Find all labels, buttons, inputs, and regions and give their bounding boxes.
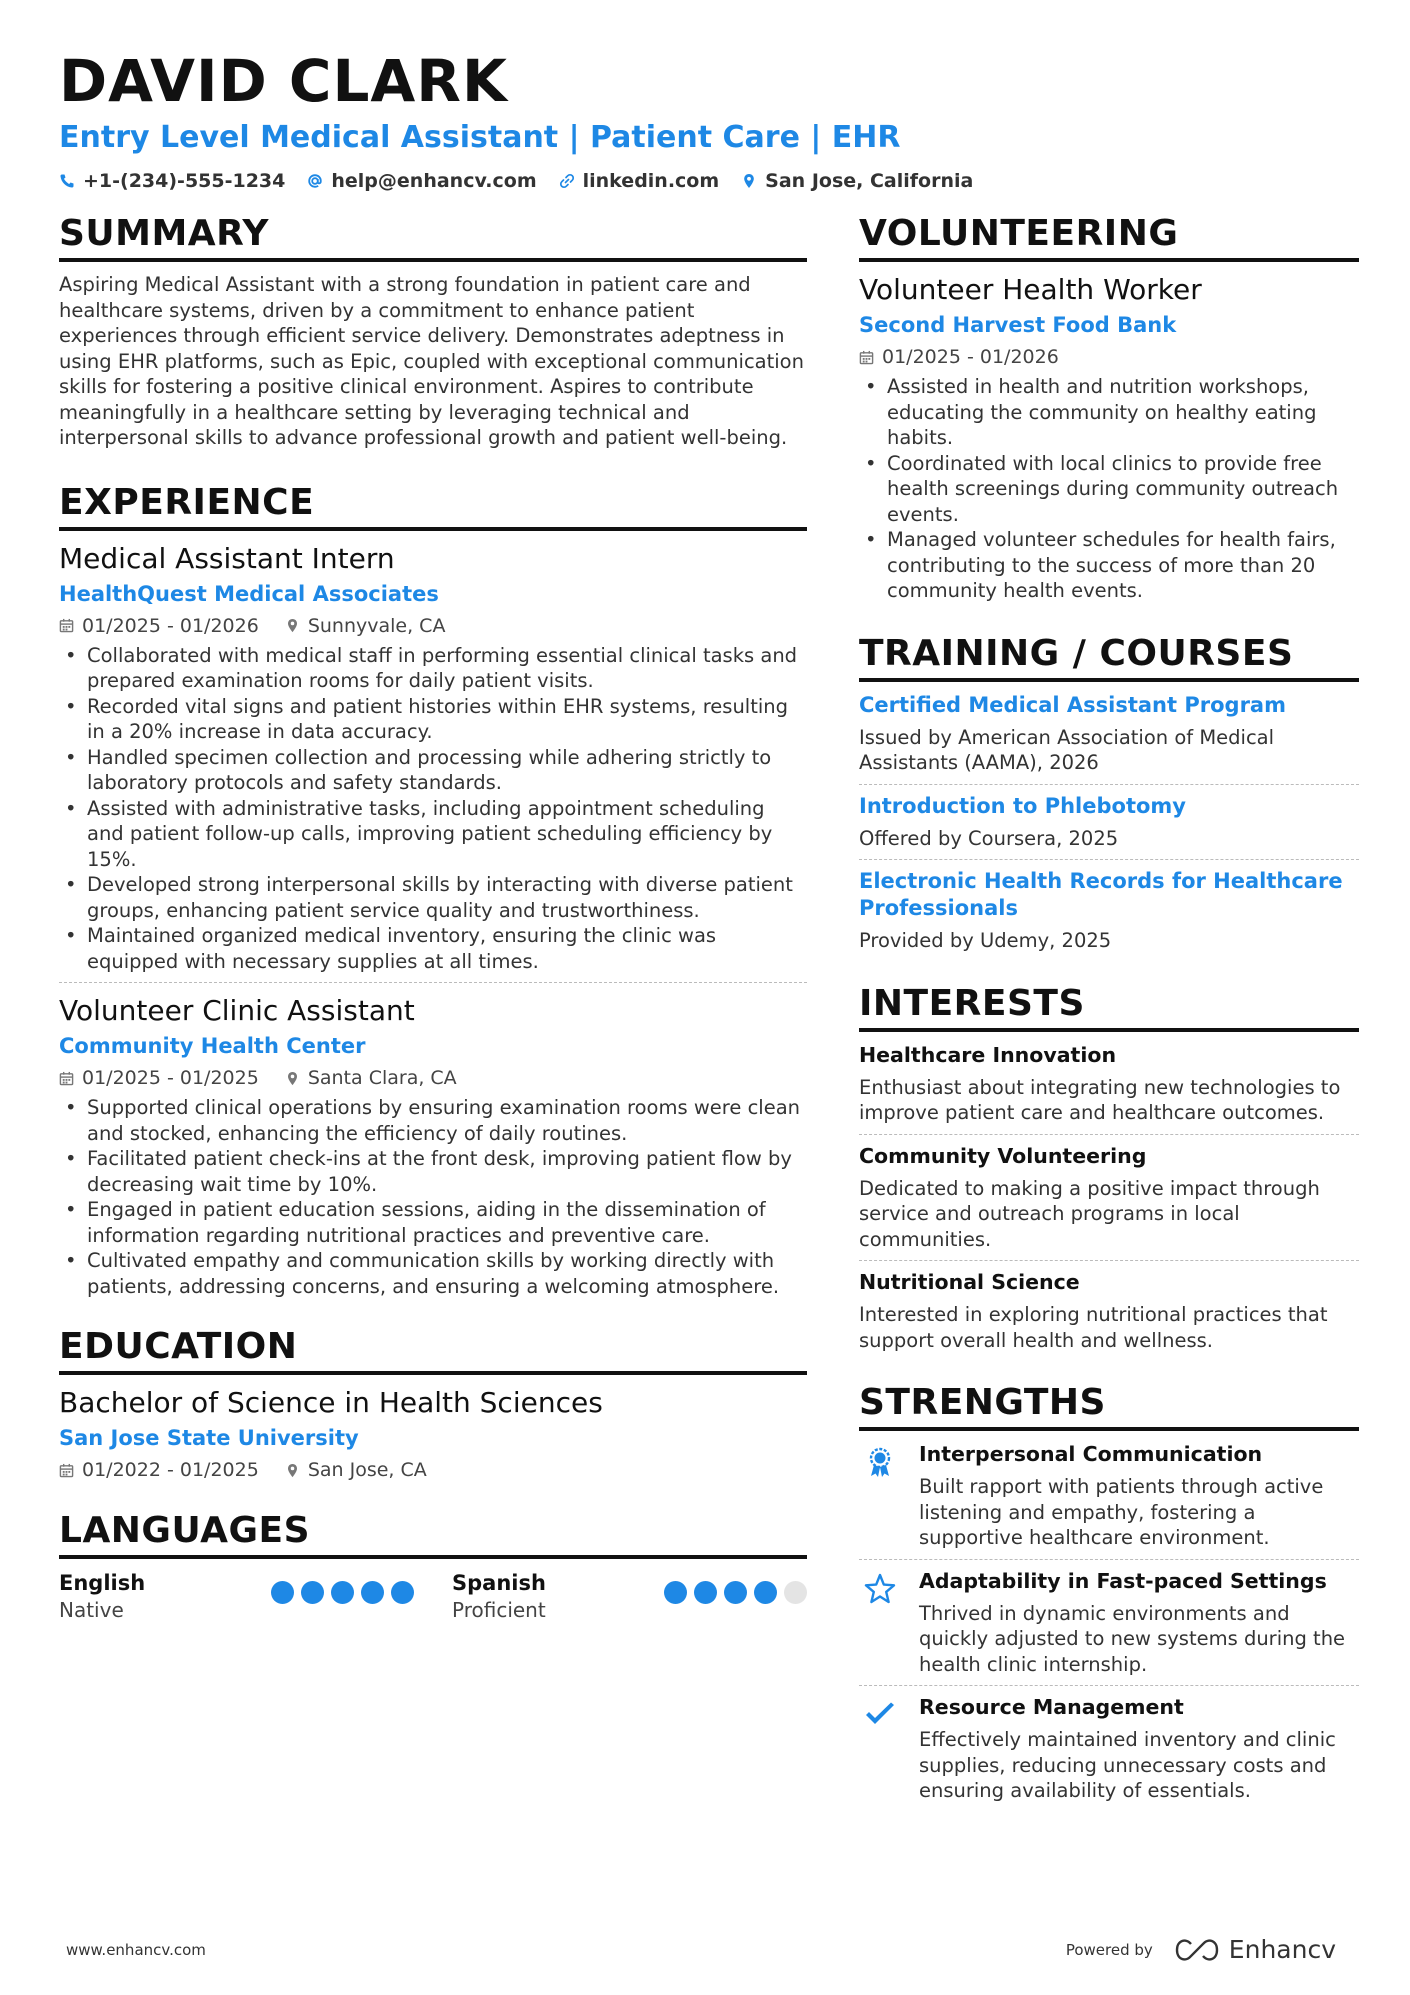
bullet-item: • Assisted in health and nutrition workshops, educating the community on healthy eating habits.: [859, 374, 1359, 451]
interest-item: [859, 1269, 1359, 1353]
summary-section: [59, 212, 807, 451]
course-title: Electronic Health Records for Healthcare Professionals: [859, 869, 1343, 920]
strength-divider: [859, 1685, 1359, 1686]
location-pin-icon: [285, 1071, 300, 1086]
volunteering-role: Volunteer Health Worker: [859, 273, 1202, 306]
enhancv-brand-name: Enhancv: [1228, 1935, 1336, 1964]
experience-dates-text: 01/2025 - 01/2026: [82, 614, 259, 637]
candidate-name: DAVID CLARK: [59, 47, 508, 115]
volunteering-section: [859, 212, 1359, 604]
experience-heading: EXPERIENCE: [59, 481, 807, 531]
course-description: Issued by American Association of Medical Assistants (AAMA), 2026: [859, 725, 1275, 774]
strengths-section: [859, 1381, 1359, 1804]
course-description: Offered by Coursera, 2025: [859, 826, 1119, 850]
award-ribbon-icon: [863, 1445, 897, 1479]
interest-title: Nutritional Science: [859, 1270, 1080, 1294]
interest-description: Dedicated to making a positive impact through service and outreach programs in local communities.: [859, 1176, 1320, 1251]
strength-item: [859, 1694, 1359, 1804]
course-divider: [859, 859, 1359, 860]
interest-item: [859, 1143, 1359, 1253]
experience-role: Volunteer Clinic Assistant: [59, 994, 415, 1027]
star-icon: [863, 1572, 897, 1606]
strength-description: Thrived in dynamic environments and quickly adjusted to new systems during the health clinic internship.: [919, 1601, 1346, 1676]
experience-company: HealthQuest Medical Associates: [59, 581, 439, 606]
bullet-item: • Handled specimen collection and processing while adhering strictly to laboratory protocols and safety standards.: [59, 745, 807, 796]
contact-phone[interactable]: [59, 170, 285, 192]
education-school: San Jose State University: [59, 1426, 359, 1450]
bullet-item: • Facilitated patient check-ins at the front desk, improving patient flow by decreasing wait time by 10%.: [59, 1146, 807, 1197]
education-dates: [59, 1457, 259, 1483]
powered-by-label: Powered by: [1065, 1940, 1153, 1959]
resume-header: [59, 46, 1359, 192]
bullet-item: • Developed strong interpersonal skills by interacting with diverse patient groups, enhancing patient service quality and trustworthiness.: [59, 872, 807, 923]
course-description: Provided by Udemy, 2025: [859, 929, 1112, 952]
volunteering-heading: VOLUNTEERING: [859, 212, 1359, 262]
experience-meta: [59, 613, 807, 639]
contact-bar: [59, 170, 1359, 192]
interest-item: [859, 1042, 1359, 1126]
strengths-heading: STRENGTHS: [859, 1381, 1359, 1431]
course-item: [859, 868, 1359, 954]
training-heading: TRAINING / COURSES: [859, 632, 1359, 682]
strength-title: Adaptability in Fast-paced Settings: [919, 1568, 1327, 1593]
bullet-item: • Engaged in patient education sessions, aiding in the dissemination of information regarding nutritional practices and preventive care.: [59, 1197, 807, 1248]
language-item: [59, 1569, 414, 1623]
strength-title: Interpersonal Communication: [919, 1442, 1263, 1466]
interest-title: Community Volunteering: [859, 1143, 1147, 1168]
language-name: Spanish: [452, 1571, 546, 1595]
rating-dot-filled: [331, 1581, 354, 1604]
candidate-title: Entry Level Medical Assistant | Patient Care | EHR: [59, 120, 901, 155]
interest-divider: [859, 1134, 1359, 1135]
experience-dates: [59, 1065, 259, 1091]
rating-dot-filled: [301, 1581, 324, 1604]
experience-meta: [59, 1065, 807, 1091]
experience-dates: [59, 613, 259, 639]
rating-dot-filled: [754, 1581, 777, 1604]
rating-dot-filled: [361, 1581, 384, 1604]
languages-list: [59, 1569, 807, 1623]
training-section: [859, 632, 1359, 954]
contact-linkedin[interactable]: [559, 170, 720, 192]
interest-description: Interested in exploring nutritional practices that support overall health and wellness.: [859, 1303, 1328, 1352]
location-pin-icon: [285, 1463, 300, 1478]
interest-description: Enthusiast about integrating new technologies to improve patient care and healthcare outcomes.: [859, 1075, 1341, 1124]
education-heading: EDUCATION: [59, 1325, 807, 1375]
education-location-text: San Jose, CA: [307, 1459, 427, 1481]
link-icon: [559, 173, 575, 189]
experience-dates-text: 01/2025 - 01/2025: [82, 1067, 259, 1089]
bullet-item: • Recorded vital signs and patient histories within EHR systems, resulting in a 20% increase in data accuracy.: [59, 694, 807, 745]
interests-section: [859, 982, 1359, 1354]
language-name: English: [59, 1571, 146, 1595]
bullet-item: • Assisted with administrative tasks, including appointment scheduling and patient follow-up calls, improving patient scheduling efficiency by 15%.: [59, 796, 807, 873]
experience-entry: [59, 541, 807, 975]
experience-location-text: Santa Clara, CA: [307, 1067, 457, 1089]
bullet-item: • Maintained organized medical inventory, ensuring the clinic was equipped with necessary supplies at all times.: [59, 923, 807, 974]
rating-dot-filled: [664, 1581, 687, 1604]
calendar-icon: [59, 1071, 74, 1086]
languages-section: [59, 1509, 807, 1623]
at-sign-icon: [307, 173, 323, 189]
enhancv-logo-icon: [1175, 1938, 1219, 1962]
course-title: Introduction to Phlebotomy: [859, 793, 1186, 818]
interest-title: Healthcare Innovation: [859, 1042, 1117, 1067]
strength-item: [859, 1568, 1359, 1678]
bullet-item: • Collaborated with medical staff in performing essential clinical tasks and prepared examination rooms for daily patient visits.: [59, 643, 807, 694]
page-footer: [66, 1935, 1336, 1964]
volunteering-dates: [859, 344, 1059, 370]
strength-title: Resource Management: [919, 1695, 1184, 1719]
bullet-item: • Managed volunteer schedules for health fairs, contributing to the success of more than 20 community health events.: [859, 527, 1359, 604]
summary-text: Aspiring Medical Assistant with a strong foundation in patient care and healthcare systems, driven by a commitment to enhance patient experiences through efficient service delivery. Demonstrates adeptness in using EHR platforms, such as Epic, coupled with exceptional communication skills for fostering a positive clinical environment. Aspires to contribute meaningfully in a healthcare setting by leveraging technical and interpersonal skills to advance professional growth and patient well-being.: [59, 273, 804, 449]
contact-email-text: help@enhancv.com: [331, 170, 537, 192]
contact-email[interactable]: [307, 170, 536, 192]
experience-entry: [59, 993, 807, 1299]
language-level: Native: [59, 1598, 124, 1622]
strength-divider: [859, 1559, 1359, 1560]
rating-dot-filled: [724, 1581, 747, 1604]
interests-heading: INTERESTS: [859, 982, 1359, 1032]
volunteering-dates-text: 01/2025 - 01/2026: [882, 346, 1059, 368]
language-rating: [271, 1581, 414, 1604]
experience-location-text: Sunnyvale, CA: [307, 614, 446, 637]
footer-website[interactable]: www.enhancv.com: [66, 1940, 206, 1959]
location-pin-icon: [285, 618, 300, 633]
volunteering-org: Second Harvest Food Bank: [859, 313, 1177, 337]
volunteering-meta: [859, 344, 1359, 370]
strength-description: Built rapport with patients through active listening and empathy, fostering a supportive healthcare environment.: [919, 1475, 1324, 1549]
strength-item: [859, 1441, 1359, 1551]
left-column: [59, 212, 807, 1653]
contact-location-text: San Jose, California: [765, 170, 974, 192]
calendar-icon: [59, 618, 74, 633]
experience-location: [285, 1065, 457, 1091]
rating-dot-filled: [694, 1581, 717, 1604]
education-degree: Bachelor of Science in Health Sciences: [59, 1386, 603, 1419]
calendar-icon: [59, 1463, 74, 1478]
bullet-item: • Coordinated with local clinics to provide free health screenings during community outreach events.: [859, 451, 1359, 528]
entry-divider: [59, 982, 807, 983]
rating-dot-filled: [271, 1581, 294, 1604]
contact-phone-text: +1-(234)-555-1234: [83, 170, 286, 192]
language-level: Proficient: [452, 1598, 546, 1622]
course-item: [859, 793, 1359, 852]
course-title: Certified Medical Assistant Program: [859, 692, 1286, 717]
experience-section: [59, 481, 807, 1300]
rating-dot-filled: [391, 1581, 414, 1604]
summary-heading: SUMMARY: [59, 212, 807, 262]
volunteering-bullets: [859, 374, 1359, 604]
contact-linkedin-text: linkedin.com: [582, 170, 720, 192]
language-item: [452, 1569, 807, 1623]
experience-role: Medical Assistant Intern: [59, 541, 395, 575]
language-rating: [664, 1581, 807, 1604]
phone-icon: [59, 173, 75, 189]
experience-location: [285, 613, 446, 639]
footer-brand: [1066, 1935, 1336, 1964]
contact-location: [741, 170, 973, 192]
experience-company: Community Health Center: [59, 1034, 366, 1058]
right-column: [859, 212, 1359, 1834]
calendar-icon: [859, 350, 874, 365]
bullet-item: • Supported clinical operations by ensuring examination rooms were clean and stocked, enhancing the efficiency of daily routines.: [59, 1095, 807, 1146]
education-meta: [59, 1457, 807, 1483]
course-item: [859, 692, 1359, 776]
enhancv-logo[interactable]: [1175, 1935, 1336, 1964]
languages-heading: LANGUAGES: [59, 1509, 807, 1559]
education-dates-text: 01/2022 - 01/2025: [82, 1459, 259, 1481]
education-location: [285, 1457, 427, 1483]
bullet-item: • Cultivated empathy and communication skills by working directly with patients, addressing concerns, and ensuring a welcoming atmosphere.: [59, 1248, 807, 1299]
location-pin-icon: [741, 173, 757, 189]
strength-description: Effectively maintained inventory and clinic supplies, reducing unnecessary costs and ensuring availability of essentials.: [919, 1728, 1336, 1802]
experience-bullets: [59, 1095, 807, 1299]
education-section: [59, 1325, 807, 1483]
checkmark-icon: [863, 1698, 897, 1732]
interest-divider: [859, 1260, 1359, 1261]
experience-bullets: [59, 643, 807, 975]
course-divider: [859, 784, 1359, 785]
rating-dot-empty: [784, 1581, 807, 1604]
